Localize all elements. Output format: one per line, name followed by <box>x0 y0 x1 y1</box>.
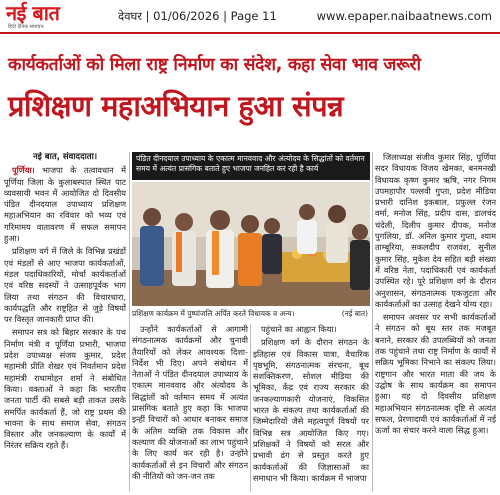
caption-text: प्रशिक्षण कार्यक्रम में पुष्पांजलि अर्पित करते विधायक व अन्य। <box>132 309 295 318</box>
headline-kicker: कार्यकर्ताओं को मिला राष्ट्र निर्माण का संदेश, कहा सेवा भाव जरूरी <box>8 55 421 75</box>
newspaper-logo[interactable] <box>6 1 98 31</box>
article-column-2 <box>132 324 248 492</box>
photo-bottom-caption <box>132 307 370 321</box>
place-lead: पूर्णिया। <box>12 165 35 176</box>
paragraph: प्रशिक्षण वर्ग के दौरान संगठन के इतिहास एवं विकास यात्रा, वैचारिक पृष्ठभूमि, संगठनात्मक संरचना, बूथ सशक्तिकरण, सोशल मीडिया की भूमिका, केंद्र एवं राज्य सरकार की जनकल्याणकारी योजनाएं, विकसित भारत के संकल्प तथा कार्यकर्ताओं की जिम्मेदारियों जैसे महत्वपूर्ण विषयों पर विभिन्न सत्र आयोजित किए गए। प्रशिक्षकों ने विषयों को सरल और प्रभावी ढंग से प्रस्तुत करते हुए कार्यकर्ताओं की जिज्ञासाओं का समाधान भी किया। कार्यक्रम में भाजपा <box>253 337 369 483</box>
headline-main: प्रशिक्षण महाअभियान हुआ संपन्न <box>8 89 344 123</box>
edition-info: देवघर | 01/06/2026 | Page 11 <box>118 9 277 23</box>
masthead <box>0 0 500 34</box>
photo-top-caption: पंडित दीनदयाल उपाध्याय के एकात्म मानववाद और अंत्योदय के सिद्धांतों को वर्तमान समय में अत्यंत प्रासंगिक बताते हुए भाजपा जनहित कर रही है कार्य <box>132 152 370 180</box>
column-divider <box>250 324 251 492</box>
event-photo[interactable] <box>132 182 370 306</box>
article-column-1 <box>4 152 126 492</box>
logo-tagline: हिंदी दैनिक समाचार <box>8 24 44 30</box>
article-column-3 <box>253 324 369 492</box>
photo-credit: (नई बात) <box>341 309 368 318</box>
paragraph: समापन सत्र को बिहार सरकार के पथ निर्माण मंत्री व पूर्णिया प्रभारी, भाजपा प्रदेश उपाध्यक्ष संजय कुमार, प्रदेश महामंत्री प्रीति शेखर एवं निवर्तमान प्रदेश महामंत्री राधामोहन शर्मा ने संबोधित किया। वक्ताओं ने कहा कि भारतीय जनता पार्टी की सबसे बड़ी ताकत उसके समर्पित कार्यकर्ता हैं, जो राष्ट्र प्रथम की भावना के साथ समाज सेवा, संगठन विस्तार और जनकल्याण के कार्यों में निरंतर सक्रिय रहते हैं। <box>4 327 126 451</box>
paragraph: उन्होंने कार्यकर्ताओं से आगामी संगठनात्मक कार्यक्रमों और चुनावी तैयारियों को लेकर आवश्यक दिशा-निर्देश भी दिए। अपने संबोधन में नेताओं ने पंडित दीनदयाल उपाध्याय के एकात्म मानववाद और अंत्योदय के सिद्धांतों को वर्तमान समय में अत्यंत प्रासंगिक बताते हुए कहा कि भाजपा इन्हीं विचारों को आधार बनाकर समाज के अंतिम व्यक्ति तक विकास और कल्याण की योजनाओं का लाभ पहुंचाने के लिए कार्य कर रही है। उन्होंने कार्यकर्ताओं से इन विचारों और संगठन की नीतियों को जन-जन तक <box>132 324 248 481</box>
logo-text: नई बात <box>6 1 60 25</box>
paragraph: जिलाध्यक्ष संजीव कुमार सिंह, पूर्णिया सदर विधायक विजय खेमका, बनमनखी विधायक कृष्ण कुमार ऋषि, नगर निगम उपमहापौर पल्लवी गुप्ता, प्रदेश मीडिया प्रभारी दानिश इकबाल, प्रफुल्ल रंजन वर्मा, मनोज सिंह, प्रदीप दास, डालचंद चंदेली, दिलीप कुमार दीपक, मनोज पुगलिया, डॉ. अनिल कुमार गुप्ता, श्याम ताम्बूरिया, सकलदीप राजवंश, सुनील कुमार सिंह, मुकेश देव सहित बड़ी संख्या में वरिष्ठ नेता, पदाधिकारी एवं कार्यकर्ता उपस्थित रहे। पूरे प्रशिक्षण वर्ग के दौरान अनुशासन, संगठनात्मक एकजुटता और कार्यकर्ताओं का उत्साह देखने योग्य रहा। <box>375 152 496 309</box>
article-column-4 <box>375 152 496 492</box>
paragraph-text: भाजपा के तत्वावधान में पूर्णिया जिला के कुलाबस्पात स्थित पाट व्यवसायी भवन में आयोजित दो दिवसीय पंडित दीनदयाल उपाध्याय प्रशिक्षण महाअभियान का रविवार को भव्य एवं गरिमामय वातावरण में सफल समापन हुआ। <box>4 165 126 244</box>
paragraph: पहुंचाने का आह्वान किया। <box>261 324 337 334</box>
column-divider <box>372 152 373 492</box>
column-divider <box>129 152 130 492</box>
dateline: नई बात, संवाददाता। <box>32 152 98 162</box>
paragraph <box>4 165 126 244</box>
paragraph: प्रशिक्षण वर्ग में जिले के विभिन्न प्रखंडों एवं मंडलों से आए भाजपा कार्यकर्ताओं, मंडल पदाधिकारियों, मोर्चा कार्यकर्ताओं एवं वरिष्ठ सदस्यों ने उत्साहपूर्वक भाग लिया तथा संगठन की विचारधारा, कार्यपद्धति और राष्ट्रहित से जुड़े विषयों पर विस्तृत जानकारी प्राप्त की। <box>4 246 126 325</box>
event-photo-illustration <box>132 182 370 306</box>
website-link[interactable]: www.epaper.naibaatnews.com <box>316 9 492 23</box>
paragraph: समापन अवसर पर सभी कार्यकर्ताओं ने संगठन को बूथ स्तर तक मजबूत बनाने, सरकार की उपलब्धियों को जनता तक पहुंचाने तथा राष्ट्र निर्माण के कार्यों में सक्रिय भूमिका निभाने का संकल्प लिया। राष्ट्रगान और भारत माता की जय के उद्घोष के साथ कार्यक्रम का समापन हुआ। यह दो दिवसीय प्रशिक्षण महाअभियान संगठनात्मक दृष्टि से अत्यंत सफल, प्रेरणादायी एवं कार्यकर्ताओं में नई ऊर्जा का संचार करने वाला सिद्ध हुआ। <box>375 312 496 436</box>
